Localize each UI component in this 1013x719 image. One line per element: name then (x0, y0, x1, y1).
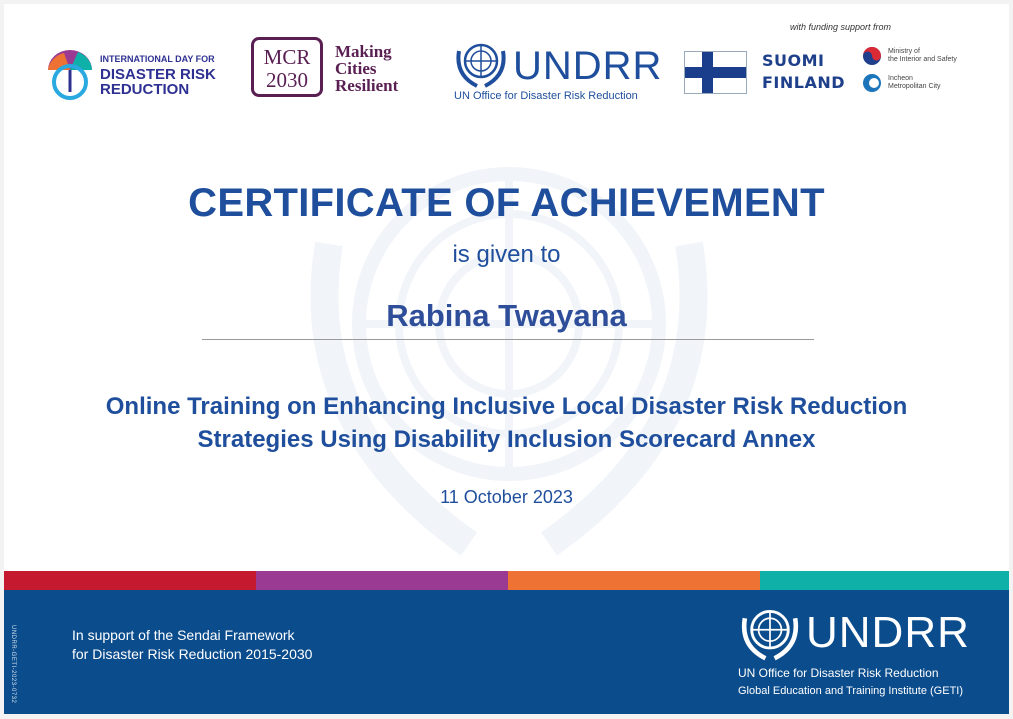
certificate-date: 11 October 2023 (440, 487, 573, 507)
undrr-logo-footer (738, 602, 988, 702)
recipient-name: Rabina Twayana (386, 298, 627, 333)
undrr-logo-name: UNDRR (513, 44, 663, 88)
undrr-logo-top (451, 37, 663, 107)
stripe-red (4, 571, 256, 590)
ministry-emblem-icon (862, 46, 882, 66)
certificate-title: CERTIFICATE OF ACHIEVEMENT (188, 181, 825, 225)
undrr-footer-subtitle: UN Office for Disaster Risk Reduction (738, 666, 939, 680)
course-line2: Strategies Using Disability Inclusion Scorecard Annex (197, 426, 816, 453)
sendai-line2: for Disaster Risk Reduction 2015-2030 (72, 646, 313, 662)
stripe-orange (508, 571, 760, 590)
mcr2030-logo (251, 37, 421, 101)
stripe-purple (256, 571, 508, 590)
mcr-word2: Cities (335, 59, 377, 78)
un-emblem-icon (453, 37, 509, 89)
mcr-badge (251, 37, 323, 97)
undrr-footer-name: UNDRR (806, 608, 970, 657)
mcr-badge-line1: MCR (263, 45, 311, 69)
stripe-teal (760, 571, 1009, 590)
certificate-code: UNDRR-GETI-2023-0732 (10, 625, 16, 704)
idrr-line3: REDUCTION (100, 81, 190, 98)
suomi-text: SUOMI (762, 51, 825, 70)
geti-name: Global Education and Training Institute (GETI) (738, 685, 964, 697)
mcr-word3: Resilient (335, 76, 399, 95)
umbrella-icon (44, 48, 96, 100)
idrr-line2: DISASTER RISK (100, 66, 216, 83)
sendai-line1: In support of the Sendai Framework (72, 627, 295, 643)
suomi-finland-logo (762, 50, 845, 94)
given-to-text: is given to (452, 241, 561, 268)
finland-flag-icon (684, 51, 747, 94)
course-line1: Online Training on Enhancing Inclusive Local Disaster Risk Reduction (105, 393, 908, 420)
ministry-line1: Ministry of (888, 48, 920, 55)
finland-text: FINLAND (762, 73, 846, 92)
sendai-support-text (72, 626, 312, 664)
incheon-emblem-icon (862, 73, 882, 93)
incheon-line2: Metropolitan City (888, 83, 941, 90)
undrr-logo-subtitle: UN Office for Disaster Risk Reduction (454, 90, 638, 102)
incheon-line1: Incheon (888, 75, 913, 82)
incheon-logo (862, 73, 972, 95)
ministry-line2: the Interior and Safety (888, 56, 957, 63)
ministry-logo (862, 46, 972, 68)
course-title (44, 390, 969, 456)
idrr-logo (44, 48, 224, 104)
un-emblem-white-icon (738, 602, 802, 662)
mcr-word1: Making (335, 42, 392, 61)
mcr-badge-line2: 2030 (266, 68, 308, 92)
idrr-line1: INTERNATIONAL DAY FOR (100, 54, 215, 64)
name-underline (202, 339, 814, 340)
funding-label: with funding support from (790, 22, 892, 32)
